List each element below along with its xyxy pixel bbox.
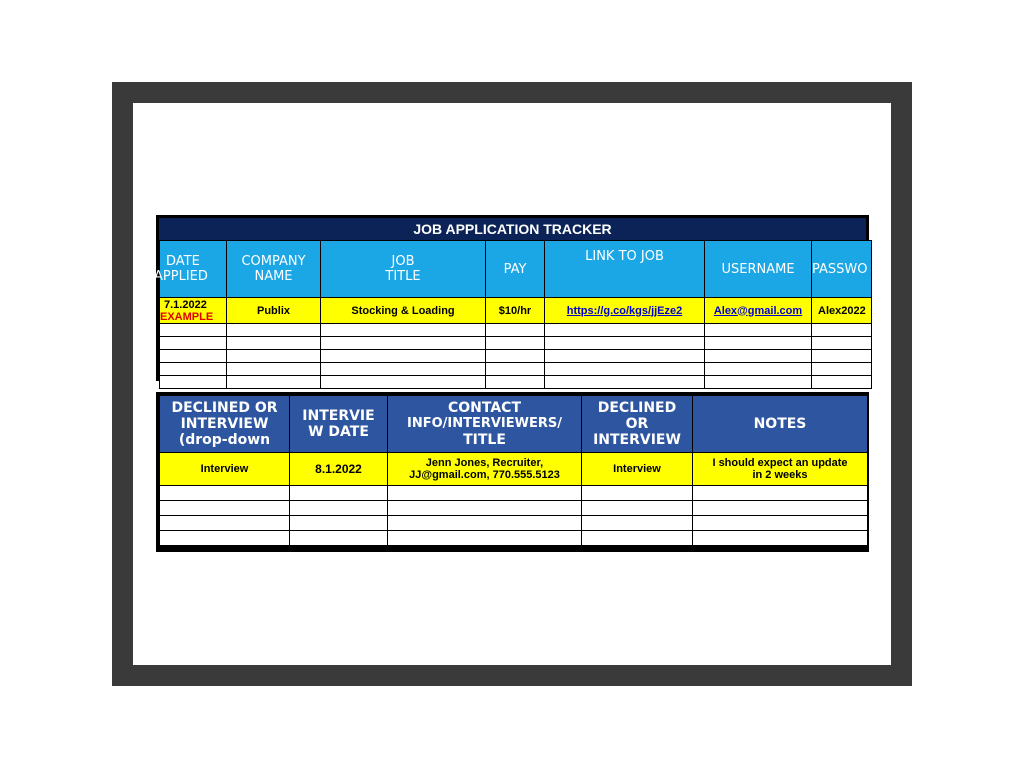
table-title: JOB APPLICATION TRACKER [159, 218, 866, 240]
empty-cell[interactable] [388, 531, 582, 546]
interview-table [156, 392, 869, 552]
example-status[interactable]: Interview [160, 453, 290, 486]
header-job-line1: JOB [391, 254, 415, 269]
empty-cell[interactable] [705, 324, 812, 337]
empty-row [160, 324, 872, 337]
example-company[interactable]: Publix [227, 298, 321, 324]
empty-row [160, 486, 868, 501]
empty-cell[interactable] [160, 337, 227, 350]
empty-cell[interactable] [812, 337, 872, 350]
empty-cell[interactable] [321, 350, 486, 363]
header-date-line1: DATE [166, 254, 200, 269]
header-contact-line1: CONTACT [447, 400, 521, 416]
header-declined-line2: INTERVIEW [180, 416, 269, 432]
empty-cell[interactable] [545, 350, 705, 363]
empty-cell[interactable] [160, 350, 227, 363]
empty-cell[interactable] [321, 337, 486, 350]
interview-grid [159, 395, 866, 549]
empty-row [160, 531, 868, 546]
empty-cell[interactable] [486, 337, 545, 350]
header-declined2-line1: DECLINED [597, 400, 677, 416]
empty-cell[interactable] [582, 486, 693, 501]
empty-cell[interactable] [321, 376, 486, 389]
header-username: USERNAME [705, 241, 812, 298]
empty-cell[interactable] [812, 363, 872, 376]
empty-cell[interactable] [227, 376, 321, 389]
empty-row [160, 376, 872, 389]
header-password: PASSWO [812, 241, 872, 298]
example-interview-date[interactable]: 8.1.2022 [290, 453, 388, 486]
empty-cell[interactable] [160, 516, 290, 531]
example-date: 7.1.2022 [164, 298, 207, 311]
empty-cell[interactable] [160, 376, 227, 389]
empty-cell[interactable] [227, 337, 321, 350]
header-declined-or-interview [582, 396, 693, 453]
header-job-line2: TITLE [385, 269, 421, 284]
empty-row [160, 363, 872, 376]
empty-cell[interactable] [545, 363, 705, 376]
header-notes: NOTES [693, 396, 868, 453]
empty-cell[interactable] [705, 376, 812, 389]
example-notes[interactable] [693, 453, 868, 486]
empty-cell[interactable] [582, 516, 693, 531]
example-username-cell[interactable] [705, 298, 812, 324]
empty-cell[interactable] [388, 486, 582, 501]
empty-cell[interactable] [290, 501, 388, 516]
empty-cell[interactable] [160, 501, 290, 516]
empty-row [160, 350, 872, 363]
job-application-table [156, 215, 869, 381]
empty-cell[interactable] [160, 486, 290, 501]
empty-cell[interactable] [290, 516, 388, 531]
example-notes-line1: I should expect an update [712, 457, 848, 469]
header-declined-line1: DECLINED OR [171, 400, 278, 416]
header-contact-line2: INFO/INTERVIEWERS/ [407, 416, 562, 431]
empty-cell[interactable] [388, 516, 582, 531]
empty-row [160, 501, 868, 516]
empty-cell[interactable] [160, 324, 227, 337]
example-contact-line1: Jenn Jones, Recruiter, [425, 457, 544, 469]
header-company-line2: NAME [254, 269, 293, 284]
header-declined-line3: (drop-down [178, 432, 271, 448]
empty-cell[interactable] [160, 531, 290, 546]
example-label: EXAMPLE [160, 310, 214, 323]
empty-cell[interactable] [290, 486, 388, 501]
empty-cell[interactable] [227, 363, 321, 376]
empty-cell[interactable] [812, 376, 872, 389]
example-contact-line2: JJ@gmail.com, 770.555.5123 [409, 469, 560, 481]
header-pay: PAY [486, 241, 545, 298]
empty-cell[interactable] [812, 350, 872, 363]
example-link-cell[interactable] [545, 298, 705, 324]
empty-cell[interactable] [545, 337, 705, 350]
empty-cell[interactable] [582, 531, 693, 546]
header-declined2-line3: INTERVIEW [593, 432, 681, 448]
header-interview-date [290, 396, 388, 453]
example-pay[interactable]: $10/hr [486, 298, 545, 324]
empty-cell[interactable] [812, 324, 872, 337]
username-link[interactable]: Alex@gmail.com [713, 304, 803, 317]
empty-cell[interactable] [693, 501, 868, 516]
empty-cell[interactable] [693, 531, 868, 546]
empty-cell[interactable] [545, 376, 705, 389]
example-contact[interactable] [388, 453, 582, 486]
example-notes-line2: in 2 weeks [752, 469, 808, 481]
empty-cell[interactable] [705, 363, 812, 376]
empty-cell[interactable] [321, 363, 486, 376]
example-password[interactable]: Alex2022 [812, 298, 872, 324]
interview-example-row [160, 453, 868, 486]
empty-row [160, 516, 868, 531]
header-declined2-line2: OR [625, 416, 649, 432]
example-declined[interactable]: Interview [582, 453, 693, 486]
header-job-title [321, 241, 486, 298]
job-link[interactable]: https://g.co/kgs/jjEze2 [566, 304, 683, 317]
header-company-line1: COMPANY [241, 254, 306, 269]
empty-cell[interactable] [705, 350, 812, 363]
header-link-to-job: LINK TO JOB [545, 241, 705, 298]
header-row [160, 241, 872, 298]
header-contact-info [388, 396, 582, 453]
header-interview-date-line2: W DATE [308, 424, 369, 440]
header-declined-dropdown [160, 396, 290, 453]
empty-cell[interactable] [321, 324, 486, 337]
empty-cell[interactable] [693, 486, 868, 501]
header-date-line2: APPLIED [154, 269, 208, 284]
application-grid [154, 240, 868, 378]
empty-row [160, 337, 872, 350]
empty-cell[interactable] [486, 376, 545, 389]
header-interview-date-line1: INTERVIE [302, 408, 375, 424]
interview-header-row [160, 396, 868, 453]
header-contact-line3: TITLE [463, 432, 506, 448]
empty-cell[interactable] [486, 324, 545, 337]
empty-cell[interactable] [388, 501, 582, 516]
example-row [160, 298, 872, 324]
example-date-cell[interactable] [160, 298, 227, 324]
empty-cell[interactable] [160, 363, 227, 376]
empty-cell[interactable] [486, 363, 545, 376]
empty-cell[interactable] [290, 531, 388, 546]
example-job-title[interactable]: Stocking & Loading [321, 298, 486, 324]
empty-cell[interactable] [582, 501, 693, 516]
empty-cell[interactable] [227, 324, 321, 337]
empty-cell[interactable] [545, 324, 705, 337]
empty-cell[interactable] [693, 516, 868, 531]
header-company-name [227, 241, 321, 298]
empty-cell[interactable] [705, 337, 812, 350]
empty-cell[interactable] [486, 350, 545, 363]
header-date-applied [154, 241, 227, 298]
empty-cell[interactable] [227, 350, 321, 363]
